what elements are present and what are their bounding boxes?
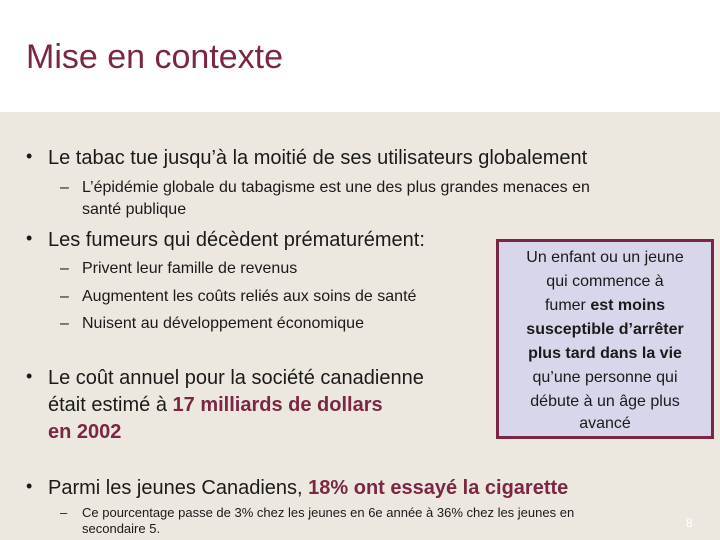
dash-marker: – [60,288,69,305]
callout-text: fumer [544,297,591,314]
dash-marker: – [60,315,69,332]
bullet-1-sub-line2: santé publique [82,201,187,218]
page-number: 8 [686,516,693,530]
callout-line: qui commence à [546,273,664,290]
bullet-marker: • [26,476,33,496]
callout-line [499,294,711,318]
bullet-marker: • [26,146,33,166]
callout-line: avancé [579,415,631,432]
bullet-4-prefix: Parmi les jeunes Canadiens, [48,477,309,499]
callout-bold-text: est moins [590,297,666,314]
slide-title: Mise en contexte [26,38,284,76]
bullet-3-line1: Le coût annuel pour la société canadienne [48,367,424,389]
bullet-3-line2 [48,393,383,417]
cost-highlight: 17 milliards de dollars [172,394,383,416]
bullet-2-sub-item: Augmentent les coûts reliés aux soins de santé [82,288,417,305]
callout-line: Un enfant ou un jeune [526,249,684,266]
dash-marker: – [60,260,69,277]
bullet-2-sub-item: Nuisent au développement économique [82,315,364,332]
bullet-1-sub-line1: L’épidémie globale du tabagisme est une des plus grandes menaces en [82,179,590,196]
bullet-2-sub-item: Privent leur famille de revenus [82,260,298,277]
bullet-4-sub-line1: Ce pourcentage passe de 3% chez les jeunes en 6e année à 36% chez les jeunes en [82,505,575,520]
callout-line: qu’une personne qui [532,369,678,386]
callout-line: susceptible d’arrêter [526,321,684,338]
callout-box [496,239,714,439]
bullet-4-sub-line2: secondaire 5. [82,521,161,536]
dash-marker: – [60,179,69,196]
bullet-3-line2-prefix: était estimé à [48,394,173,416]
callout-line: plus tard dans la vie [528,345,682,362]
bullet-1-text: Le tabac tue jusqu’à la moitié de ses utilisateurs globalement [48,147,588,169]
bullet-3-line3: en 2002 [48,421,122,443]
bullet-4-highlight: 18% ont essayé la cigarette [308,477,569,499]
bullet-marker: • [26,366,33,386]
bullet-marker: • [26,228,33,248]
bullet-2-text: Les fumeurs qui décèdent prématurément: [48,229,425,251]
bullet-4-text [48,476,568,500]
callout-line: débute à un âge plus [530,393,680,410]
dash-marker: – [60,505,68,520]
